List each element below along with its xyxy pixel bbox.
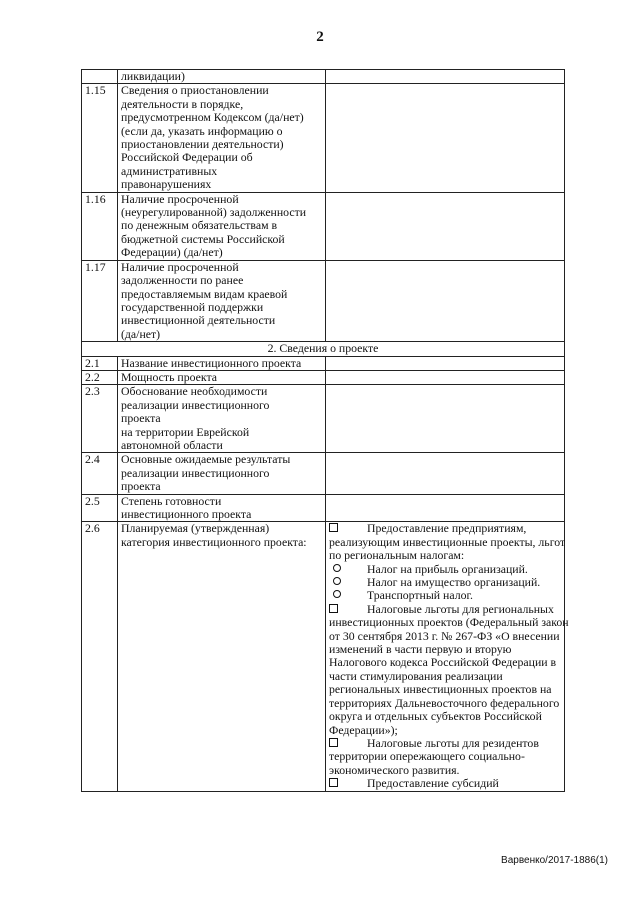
row-value-cell[interactable]: [326, 494, 565, 522]
label-line: приостановлении деятельности): [121, 137, 284, 152]
option-line: [329, 549, 561, 562]
radio-circle-icon[interactable]: [333, 564, 341, 572]
row-number: 2.6: [82, 522, 118, 791]
row-number: 1.17: [82, 260, 118, 341]
option-text: Налогового кодекса Российской Федерации в: [329, 655, 557, 670]
row-number: 1.16: [82, 192, 118, 260]
table-row: [82, 522, 565, 791]
row-number: 2.2: [82, 370, 118, 384]
option-text: реализующим инвестиционные проекты, льгот: [329, 534, 566, 549]
row-value-cell[interactable]: [326, 453, 565, 494]
label-line: Наличие просроченной: [121, 191, 239, 206]
label-line: Российской Федерации об: [121, 150, 253, 165]
category-option[interactable]: [329, 563, 561, 576]
label-line: инвестиционной деятельности: [121, 313, 276, 328]
table-row: [82, 192, 565, 260]
row-number: [82, 70, 118, 84]
option-line: [329, 603, 561, 616]
category-option[interactable]: [329, 777, 561, 790]
option-line: [329, 534, 566, 549]
label-line: категория инвестиционного проекта:: [121, 534, 307, 549]
option-line: [329, 576, 561, 589]
label-line: (неурегулированной) задолженности: [121, 205, 307, 220]
label-line: проекта: [121, 479, 161, 494]
radio-circle-icon[interactable]: [333, 590, 341, 598]
document-footer-code: Варвенко/2017-1886(1): [501, 855, 608, 866]
row-number: 2.5: [82, 494, 118, 522]
option-line: [329, 630, 561, 643]
option-text: Предоставление предприятиям,: [367, 521, 527, 536]
label-line: государственной поддержки: [121, 299, 264, 314]
option-line: [329, 683, 561, 696]
row-label: [118, 70, 326, 84]
row-number: 2.3: [82, 385, 118, 453]
label-line: предоставляемым видам краевой: [121, 286, 288, 301]
option-text: округа и отдельных субъектов Российской: [329, 709, 542, 724]
row-label: [118, 260, 326, 341]
row-label: [118, 453, 326, 494]
option-line: [329, 724, 561, 737]
label-line: задолженности по ранее: [121, 273, 244, 288]
label-line: административных: [121, 163, 218, 178]
row-number: 1.15: [82, 84, 118, 192]
label-line: деятельности в порядке,: [121, 96, 244, 111]
form-table-body: [82, 69, 569, 792]
option-text: части стимулирования реализации: [329, 668, 503, 683]
option-text: Транспортный налог.: [367, 588, 473, 603]
row-value-cell[interactable]: [326, 192, 565, 260]
row-number: 2.4: [82, 453, 118, 494]
checkbox-icon[interactable]: [329, 778, 338, 787]
row-value-cell[interactable]: [326, 260, 565, 341]
option-line: [329, 656, 561, 669]
option-text: региональных инвестиционных проектов на: [329, 682, 552, 697]
row-value-cell[interactable]: [326, 70, 565, 84]
option-line: [329, 563, 561, 576]
label-line: Наличие просроченной: [121, 259, 239, 274]
option-line: [329, 522, 561, 535]
label-line: инвестиционного проекта: [121, 507, 252, 521]
option-text: Федерации»);: [329, 722, 398, 737]
label-line: проекта: [121, 411, 161, 426]
label-line: Мощность проекта: [121, 369, 218, 384]
label-line: Сведения о приостановлении: [121, 83, 269, 98]
table-row: [82, 385, 565, 453]
row-value-cell[interactable]: [326, 385, 565, 453]
option-line: [329, 589, 561, 602]
row-label: [118, 494, 326, 522]
label-line: правонарушениях: [121, 177, 212, 192]
option-text: Предоставление субсидий: [367, 776, 499, 791]
option-line: [329, 670, 561, 683]
label-line: на территории Еврейской: [121, 424, 250, 439]
application-form-table: [81, 69, 569, 792]
option-line: [329, 764, 561, 777]
option-line: [329, 697, 561, 710]
option-line: [329, 750, 561, 763]
option-text: изменений в части первую и вторую: [329, 642, 512, 657]
row-label: [118, 370, 326, 384]
option-text: Налог на прибыль организаций.: [367, 561, 528, 576]
label-line: Основные ожидаемые результаты: [121, 452, 291, 467]
row-label: [118, 522, 326, 791]
table-row: [82, 260, 565, 341]
row-value-cell[interactable]: [326, 370, 565, 384]
table-row: [82, 494, 565, 522]
category-option[interactable]: [329, 737, 561, 777]
option-text: территории опережающего социально-: [329, 749, 525, 764]
table-row: [82, 370, 565, 384]
category-option[interactable]: [329, 601, 569, 737]
row-label: [118, 385, 326, 453]
label-line: (да/нет): [121, 326, 161, 341]
label-line: Название инвестиционного проекта: [121, 355, 302, 370]
table-row: [82, 453, 565, 494]
label-line: предусмотренном Кодексом (да/нет): [121, 110, 304, 125]
label-line: Федерации) (да/нет): [121, 245, 223, 260]
option-text: по региональным налогам:: [329, 548, 465, 563]
label-line: (если да, указать информацию о: [121, 123, 283, 138]
row-number: 2.1: [82, 356, 118, 370]
label-line: Обоснование необходимости: [121, 384, 268, 399]
row-label: [118, 356, 326, 370]
row-value-cell[interactable]: [326, 356, 565, 370]
row-value-cell[interactable]: [326, 84, 565, 192]
table-row: [82, 84, 565, 192]
table-row: [82, 70, 565, 84]
row-label: [118, 84, 326, 192]
section-row: [82, 342, 565, 356]
checkbox-icon[interactable]: [329, 523, 338, 532]
label-line: реализации инвестиционного: [121, 397, 270, 412]
label-line: автономной области: [121, 437, 223, 452]
row-label: [118, 192, 326, 260]
option-line: [329, 777, 561, 790]
label-line: по денежным обязательствам в: [121, 218, 278, 233]
option-text: Налоговые льготы для резидентов: [367, 735, 539, 750]
label-line: Планируемая (утвержденная): [121, 521, 270, 536]
option-text: от 30 сентября 2013 г. № 267-ФЗ «О внесении: [329, 628, 560, 643]
category-option[interactable]: [329, 521, 566, 563]
option-text: территориях Дальневосточного федерального: [329, 695, 560, 710]
label-line: реализации инвестиционного: [121, 465, 270, 480]
radio-circle-icon[interactable]: [333, 577, 341, 585]
option-text: Налог на имущество организаций.: [367, 575, 541, 590]
table-row: [82, 356, 565, 370]
section-title: 2. Сведения о проекте: [82, 342, 565, 356]
page-number: 2: [316, 29, 324, 45]
label-line: бюджетной системы Российской: [121, 231, 285, 246]
checkbox-icon[interactable]: [329, 604, 338, 613]
label-line: Степень готовности: [121, 493, 222, 508]
option-text: экономического развития.: [329, 762, 460, 777]
category-options-cell[interactable]: [326, 521, 569, 791]
option-line: [329, 710, 561, 723]
checkbox-icon[interactable]: [329, 738, 338, 747]
option-line: [329, 615, 569, 630]
option-text: инвестиционных проектов (Федеральный закон: [329, 615, 569, 630]
label-line: ликвидации): [121, 69, 185, 83]
option-line: [329, 643, 561, 656]
option-text: Налоговые льготы для региональных: [367, 601, 554, 616]
category-option[interactable]: [329, 576, 561, 589]
option-line: [329, 737, 561, 750]
category-option[interactable]: [329, 589, 561, 602]
